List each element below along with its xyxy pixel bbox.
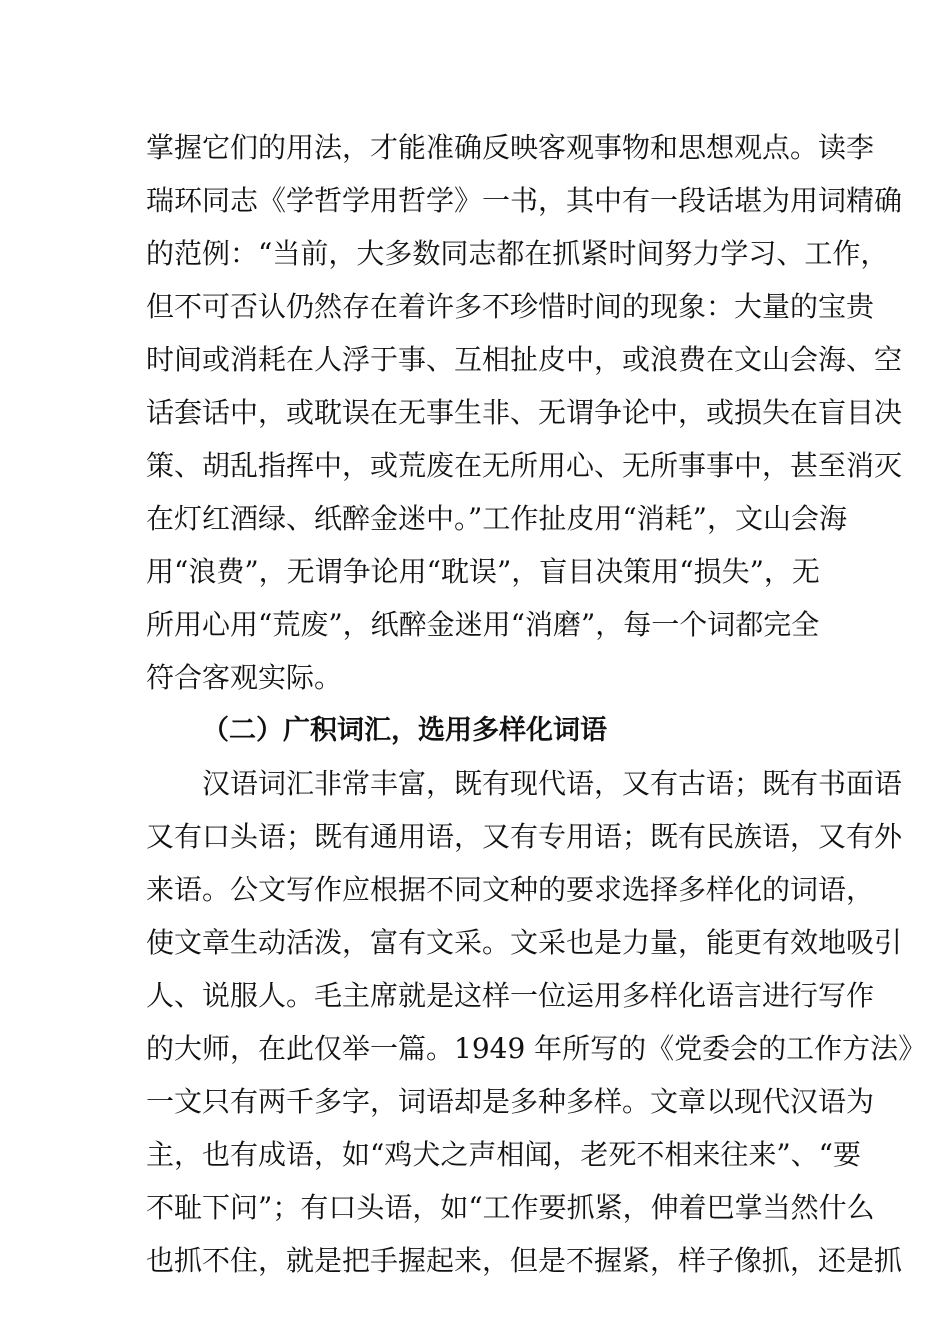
text-line: 瑞环同志《学哲学用哲学》一书，其中有一段话堪为用词精确 bbox=[146, 184, 903, 217]
text-line: 符合客观实际。 bbox=[146, 661, 343, 694]
text-line: 用“浪费”，无谓争论用“耽误”，盲目决策用“损失”，无 bbox=[146, 555, 820, 588]
text-line: 主，也有成语，如“鸡犬之声相闻，老死不相来往来”、“要 bbox=[146, 1138, 861, 1171]
text-line: 话套话中，或耽误在无事生非、无谓争论中，或损失在盲目决 bbox=[146, 396, 903, 429]
text-line: 来语。公文写作应根据不同文种的要求选择多样化的词语， bbox=[146, 873, 875, 906]
text-line: 汉语词汇非常丰富，既有现代语，又有古语；既有书面语 bbox=[202, 767, 903, 800]
text-line: 一文只有两千多字，词语却是多种多样。文章以现代汉语为 bbox=[146, 1085, 875, 1118]
text-line: 使文章生动活泼，富有文采。文采也是力量，能更有效地吸引 bbox=[146, 926, 903, 959]
text-line: 人、说服人。毛主席就是这样一位运用多样化语言进行写作 bbox=[146, 979, 875, 1012]
section-heading: （二）广积词汇，选用多样化词语 bbox=[202, 715, 607, 746]
text-line: 时间或消耗在人浮于事、互相扯皮中，或浪费在文山会海、空 bbox=[146, 343, 903, 376]
text-line: 策、胡乱指挥中，或荒废在无所用心、无所事事中，甚至消灭 bbox=[146, 449, 903, 482]
text-line: 又有口头语；既有通用语，又有专用语；既有民族语，又有外 bbox=[146, 820, 903, 853]
text-line: 在灯红酒绿、纸醉金迷中。”工作扯皮用“消耗”，文山会海 bbox=[146, 502, 847, 535]
text-line: 掌握它们的用法，才能准确反映客观事物和思想观点。读李 bbox=[146, 131, 875, 164]
text-line: 的范例：“当前，大多数同志都在抓紧时间努力学习、工作， bbox=[146, 237, 889, 270]
text-line: 也抓不住，就是把手握起来，但是不握紧，样子像抓，还是抓 bbox=[146, 1244, 903, 1277]
text-line: 的大师，在此仅举一篇。1949 年所写的《党委会的工作方法》 bbox=[146, 1032, 927, 1065]
text-line: 不耻下问”；有口头语，如“工作要抓紧，伸着巴掌当然什么 bbox=[146, 1191, 875, 1224]
text-line: 所用心用“荒废”，纸醉金迷用“消磨”，每一个词都完全 bbox=[146, 608, 820, 641]
text-line: 但不可否认仍然存在着许多不珍惜时间的现象：大量的宝贵 bbox=[146, 290, 875, 323]
